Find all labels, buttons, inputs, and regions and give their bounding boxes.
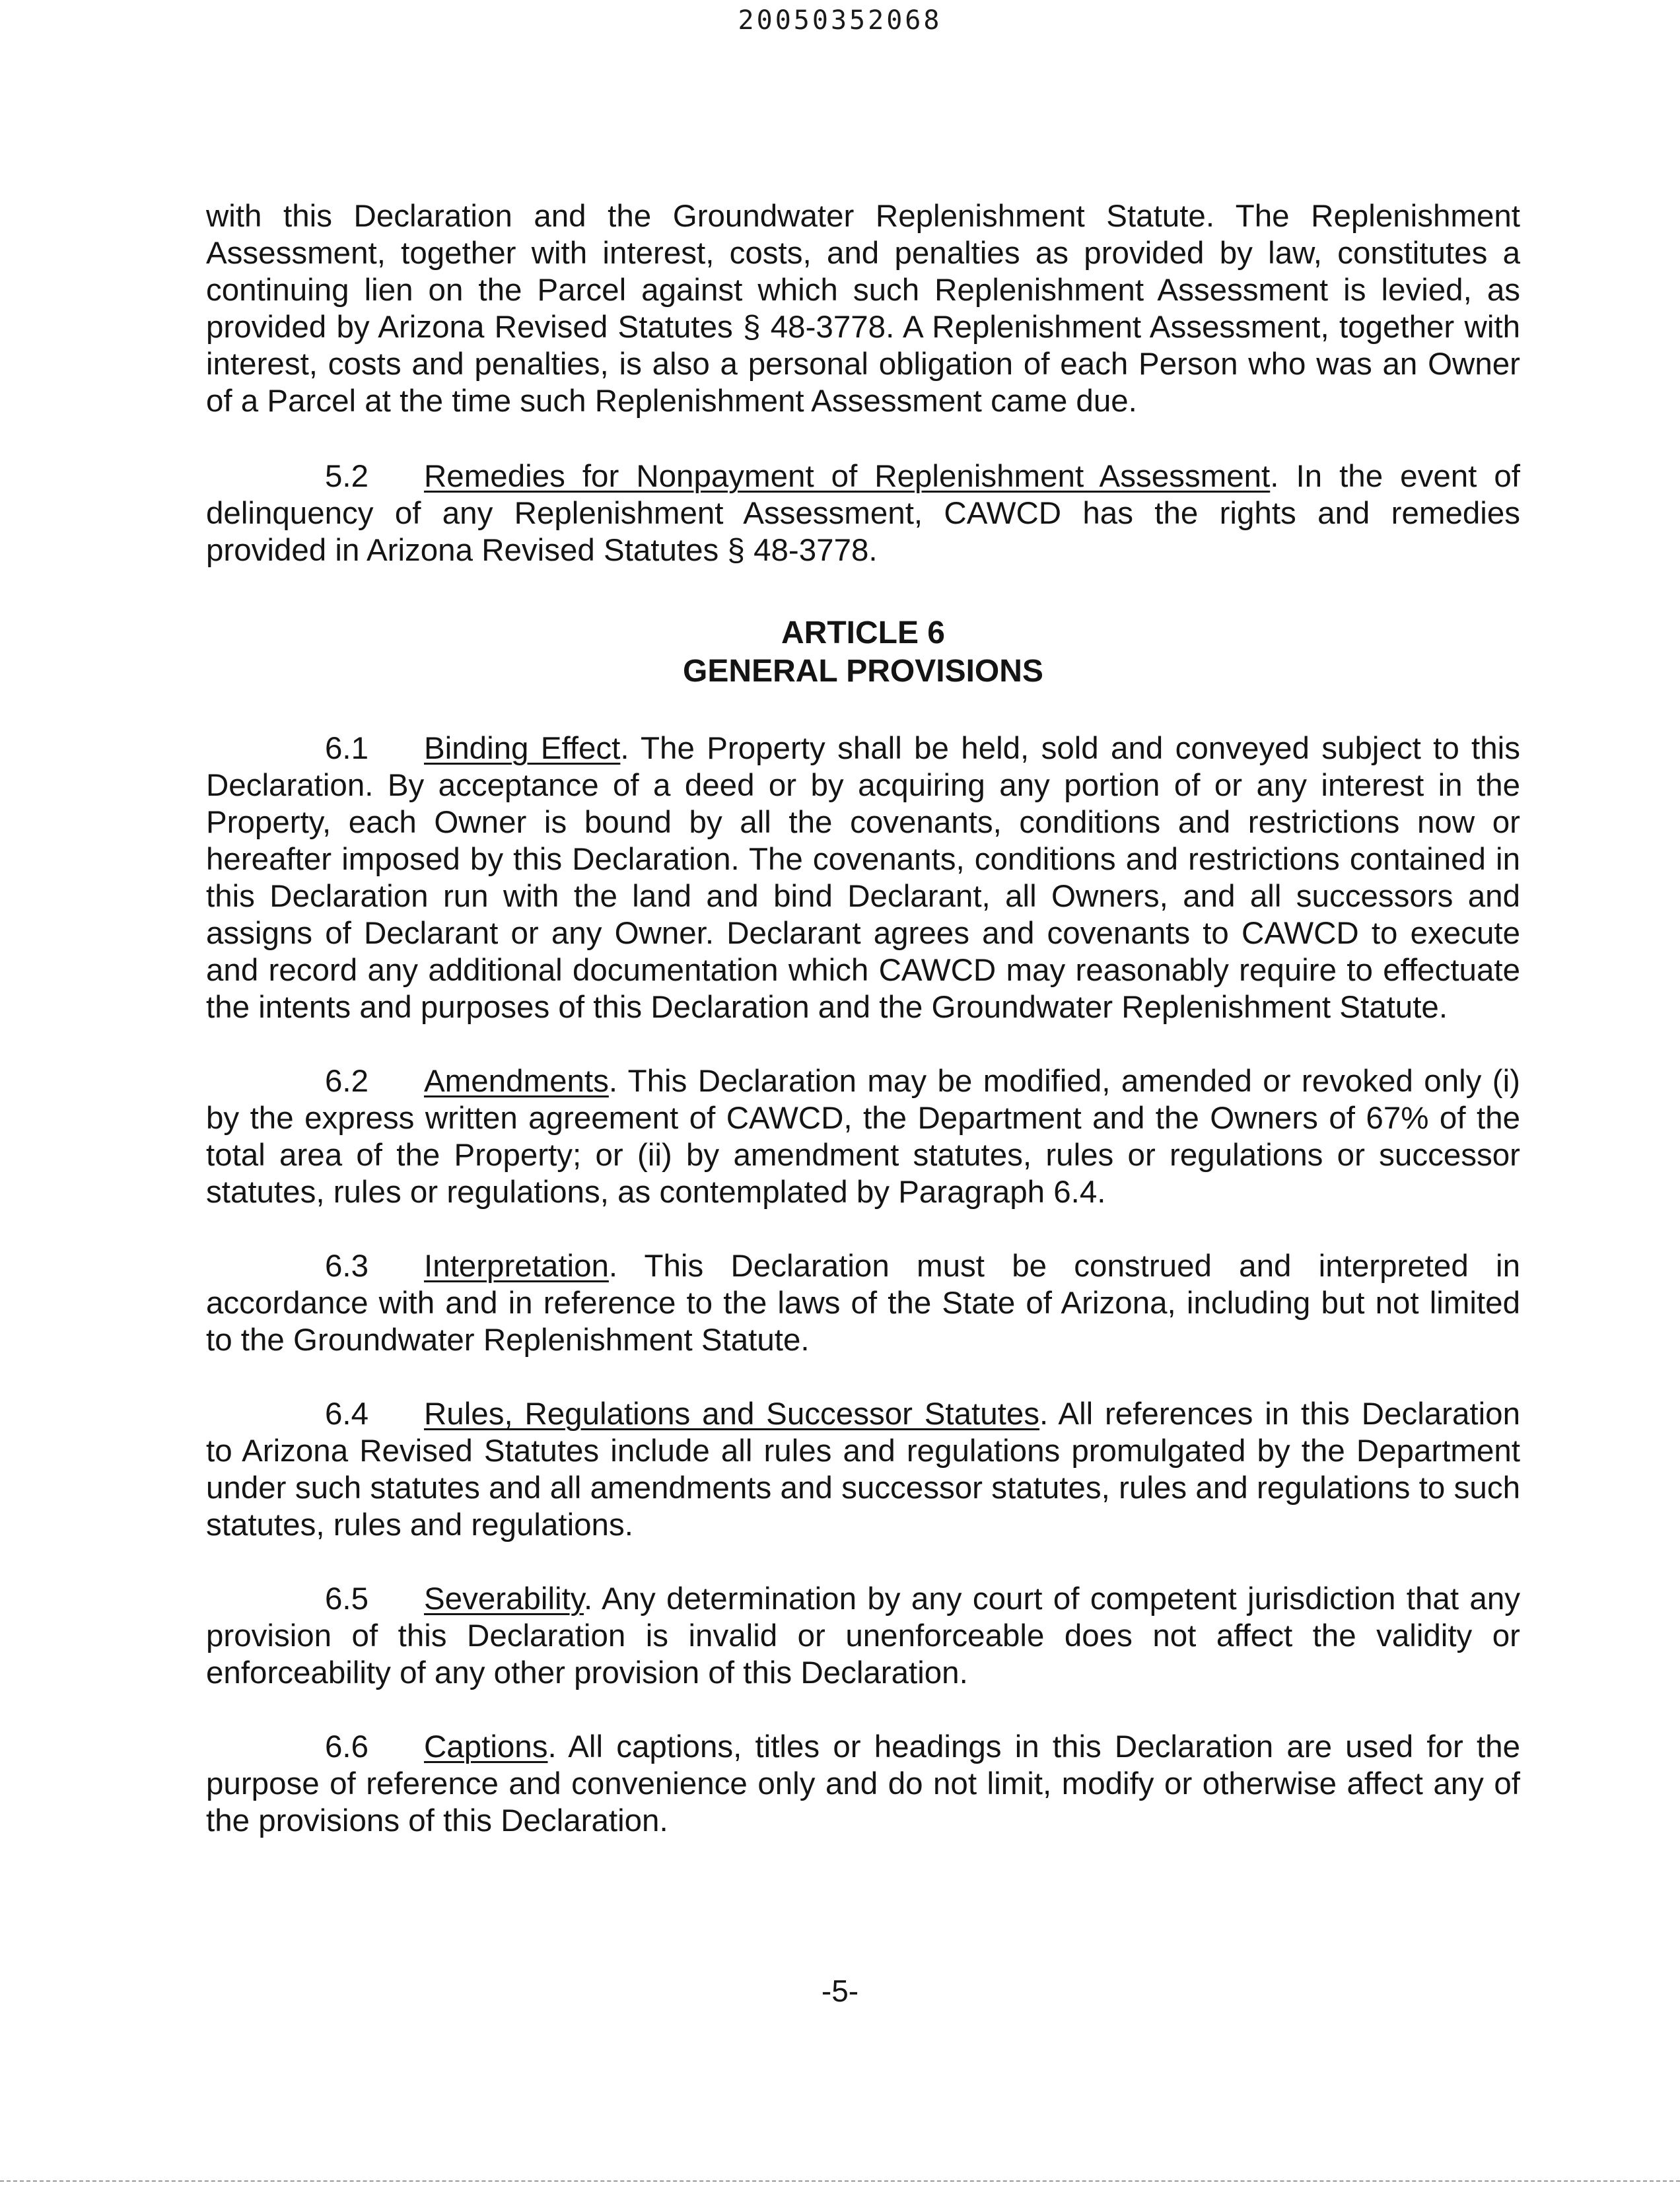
section-5-2 [206,458,1520,569]
section-text: . All captions, titles or headings in this Declaration are used for the purpose of reference and convenience only and do not limit, modify or otherwise affect any of the provisions of this Declaration. [206,1729,1520,1838]
scan-artifact-line [0,2180,1680,2182]
section-heading: Rules, Regulations and Successor Statutes [424,1397,1040,1432]
section-number: 6.4 [325,1397,369,1432]
section-text: . This Declaration may be modified, amended or revoked only (i) by the express written agreement of CAWCD, the Department and the Owners of 67% of the total area of the Property; or (ii) by amendment statutes, rules or regulations or successor statutes, rules or regulations, as contemplated by Paragraph 6.4. [206,1064,1520,1210]
section-6-1 [206,730,1520,1026]
article-title: ARTICLE 6 [781,615,945,650]
section-6-5 [206,1581,1520,1692]
section-6-4 [206,1396,1520,1544]
document-body [206,198,1520,1840]
section-number: 6.3 [325,1249,369,1284]
section-heading: Amendments [424,1064,609,1099]
section-number: 5.2 [325,459,369,494]
section-6-2 [206,1063,1520,1211]
page-number: -5- [821,1974,859,2008]
section-text: . In the event of delinquency of any Replenishment Assessment, CAWCD has the rights and remedies provided in Arizona Revised Statutes § 48-3778. [206,459,1520,568]
section-6-3 [206,1248,1520,1359]
section-number: 6.6 [325,1729,369,1764]
section-6-6 [206,1729,1520,1840]
section-text: . The Property shall be held, sold and conveyed subject to this Declaration. By acceptance of a deed or by acquiring any portion of or any interest in the Property, each Owner is bound by all the covenants, conditions and restrictions now or hereafter imposed by this Declaration. The covenants, conditions and restrictions contained in this Declaration run with the land and bind Declarant, all Owners, and all successors and assigns of Declarant or any Owner. Declarant agrees and covenants to CAWCD to execute and record any additional documentation which CAWCD may reasonably require to effectuate the intents and purposes of this Declaration and the Groundwater Replenishment Statute. [206,731,1520,1025]
paragraph-continued: with this Declaration and the Groundwater Replenishment Statute. The Replenishment Assessment, together with interest, costs, and penalties as provided by law, constitutes a continuing lien on the Parcel against which such Replenishment Assessment is levied, as provided by Arizona Revised Statutes § 48-3778. A Replenishment Assessment, together with interest, costs and penalties, is also a personal obligation of each Person who was an Owner of a Parcel at the time such Replenishment Assessment came due. [206,199,1520,419]
section-number: 6.2 [325,1064,369,1099]
section-number: 6.5 [325,1581,369,1616]
section-heading: Remedies for Nonpayment of Replenishment Assessment [424,459,1271,494]
section-number: 6.1 [325,731,369,766]
section-heading: Captions [424,1729,548,1764]
section-heading: Severability [424,1581,584,1616]
article-subtitle: GENERAL PROVISIONS [683,654,1043,689]
section-heading: Interpretation [424,1249,609,1284]
section-text: . Any determination by any court of competent jurisdiction that any provision of this Declaration is invalid or unenforceable does not affect the validity or enforceability of any other provision of this Declaration. [206,1581,1520,1690]
section-text: . All references in this Declaration to Arizona Revised Statutes include all rules and regulations promulgated by the Department under such statutes and all amendments and successor statutes, rules and regulations to such statutes, rules and regulations. [206,1397,1520,1543]
section-text: . This Declaration must be construed and interpreted in accordance with and in reference to the laws of the State of Arizona, including but not limited to the Groundwater Replenishment Statute. [206,1249,1520,1358]
document-number: 20050352068 [738,5,942,36]
section-heading: Binding Effect [424,731,621,766]
article-heading [206,614,1520,691]
